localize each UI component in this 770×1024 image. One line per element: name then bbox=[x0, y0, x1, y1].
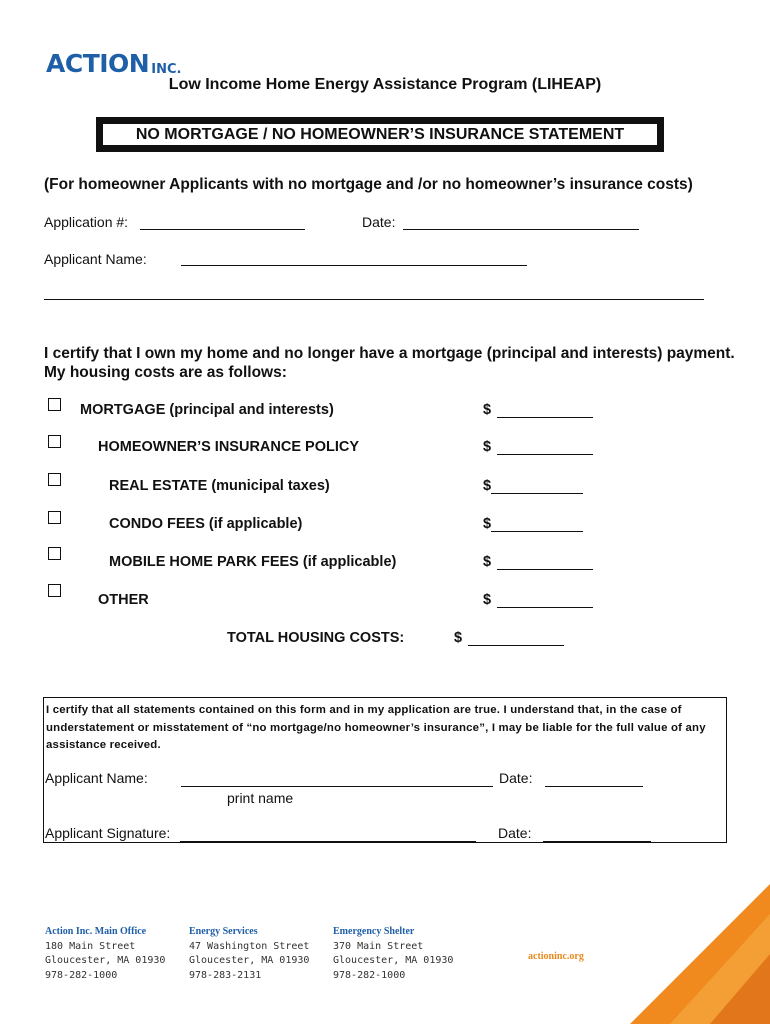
mortgage-amount-input[interactable] bbox=[497, 405, 593, 418]
footer-energy-services bbox=[189, 925, 309, 983]
logo-name: ACTION bbox=[46, 49, 150, 78]
signature-date-label: Date: bbox=[498, 825, 532, 841]
dollar-sign: $ bbox=[454, 630, 463, 646]
cert-applicant-name-input[interactable] bbox=[181, 772, 493, 787]
office-street: 47 Washington Street bbox=[189, 940, 310, 952]
program-title: Low Income Home Energy Assistance Program (LIHEAP) bbox=[168, 76, 602, 93]
insurance-amount bbox=[483, 439, 593, 455]
total-housing-costs-amount bbox=[454, 630, 564, 646]
statement-title: NO MORTGAGE / NO HOMEOWNER’S INSURANCE STATEMENT bbox=[100, 121, 660, 148]
applicant-name-input[interactable] bbox=[181, 251, 527, 266]
condo-fees-label: CONDO FEES (if applicable) bbox=[109, 516, 303, 532]
office-street: 370 Main Street bbox=[333, 940, 424, 952]
orange-corner-graphic bbox=[630, 884, 770, 1024]
form-subtitle: (For homeowner Applicants with no mortgage and /or no homeowner’s insurance costs) bbox=[44, 176, 693, 193]
office-street: 180 Main Street bbox=[45, 940, 136, 952]
cert-applicant-name-label: Applicant Name: bbox=[45, 770, 148, 786]
office-phone: 978-282-1000 bbox=[45, 969, 118, 981]
other-label: OTHER bbox=[98, 592, 149, 608]
certify-statement: I certify that I own my home and no longer have a mortgage (principal and interests) payment. My housing costs are as follows: bbox=[44, 345, 735, 381]
dollar-sign: $ bbox=[483, 402, 492, 418]
website-link[interactable]: actioninc.org bbox=[528, 951, 584, 962]
office-city: Gloucester, MA 01930 bbox=[45, 955, 166, 966]
mortgage-label: MORTGAGE (principal and interests) bbox=[80, 402, 334, 418]
real-estate-label: REAL ESTATE (municipal taxes) bbox=[109, 478, 330, 494]
office-name: Emergency Shelter bbox=[333, 926, 415, 937]
real-estate-amount-input[interactable] bbox=[491, 481, 583, 494]
other-amount-input[interactable] bbox=[497, 595, 593, 608]
insurance-amount-input[interactable] bbox=[497, 442, 593, 455]
date-field bbox=[362, 214, 639, 230]
mobile-home-amount bbox=[483, 554, 593, 570]
section-divider bbox=[44, 299, 704, 300]
dollar-sign: $ bbox=[483, 554, 492, 570]
mortgage-amount bbox=[483, 402, 593, 418]
dollar-sign: $ bbox=[483, 478, 492, 494]
mobile-home-amount-input[interactable] bbox=[497, 557, 593, 570]
cert-date-input[interactable] bbox=[545, 772, 643, 787]
applicant-name-label: Applicant Name: bbox=[44, 251, 147, 267]
dollar-sign: $ bbox=[483, 516, 492, 532]
condo-fees-checkbox[interactable] bbox=[48, 511, 61, 524]
date-input[interactable] bbox=[403, 215, 639, 230]
logo-suffix: INC. bbox=[151, 62, 182, 77]
condo-fees-amount-input[interactable] bbox=[491, 519, 583, 532]
condo-fees-amount bbox=[483, 516, 583, 532]
mobile-home-checkbox[interactable] bbox=[48, 547, 61, 560]
date-label: Date: bbox=[362, 214, 396, 230]
real-estate-amount bbox=[483, 478, 583, 494]
insurance-checkbox[interactable] bbox=[48, 435, 61, 448]
office-name: Energy Services bbox=[189, 926, 258, 937]
application-number-label: Application #: bbox=[44, 214, 129, 230]
dollar-sign: $ bbox=[483, 592, 492, 608]
office-name: Action Inc. Main Office bbox=[45, 926, 147, 937]
office-phone: 978-282-1000 bbox=[333, 969, 406, 981]
signature-label: Applicant Signature: bbox=[45, 825, 171, 841]
office-city: Gloucester, MA 01930 bbox=[333, 955, 454, 966]
total-housing-costs-input[interactable] bbox=[468, 633, 564, 646]
dollar-sign: $ bbox=[483, 439, 492, 455]
office-phone: 978-283-2131 bbox=[189, 969, 262, 981]
certification-text: I certify that all statements contained on this form and in my application are true. I understand that, in the case of understatement or misstatement of “no mortgage/no homeowner’s insurance”, I may be liable for the full value of any assistance received. bbox=[46, 704, 706, 751]
insurance-label: HOMEOWNER’S INSURANCE POLICY bbox=[98, 439, 360, 455]
footer-main-office bbox=[45, 925, 165, 983]
action-inc-logo bbox=[46, 50, 181, 76]
application-number-field bbox=[44, 214, 305, 230]
mobile-home-label: MOBILE HOME PARK FEES (if applicable) bbox=[109, 554, 397, 570]
cert-date-label: Date: bbox=[499, 770, 533, 786]
other-amount bbox=[483, 592, 593, 608]
real-estate-checkbox[interactable] bbox=[48, 473, 61, 486]
applicant-name-field bbox=[44, 251, 147, 267]
office-city: Gloucester, MA 01930 bbox=[189, 955, 310, 966]
print-name-caption: print name bbox=[227, 790, 294, 806]
other-checkbox[interactable] bbox=[48, 584, 61, 597]
application-number-input[interactable] bbox=[140, 215, 305, 230]
signature-date-input[interactable] bbox=[543, 827, 651, 842]
mortgage-checkbox[interactable] bbox=[48, 398, 61, 411]
signature-input[interactable] bbox=[180, 827, 476, 842]
footer-emergency-shelter bbox=[333, 925, 453, 983]
total-housing-costs-label: TOTAL HOUSING COSTS: bbox=[227, 630, 405, 646]
